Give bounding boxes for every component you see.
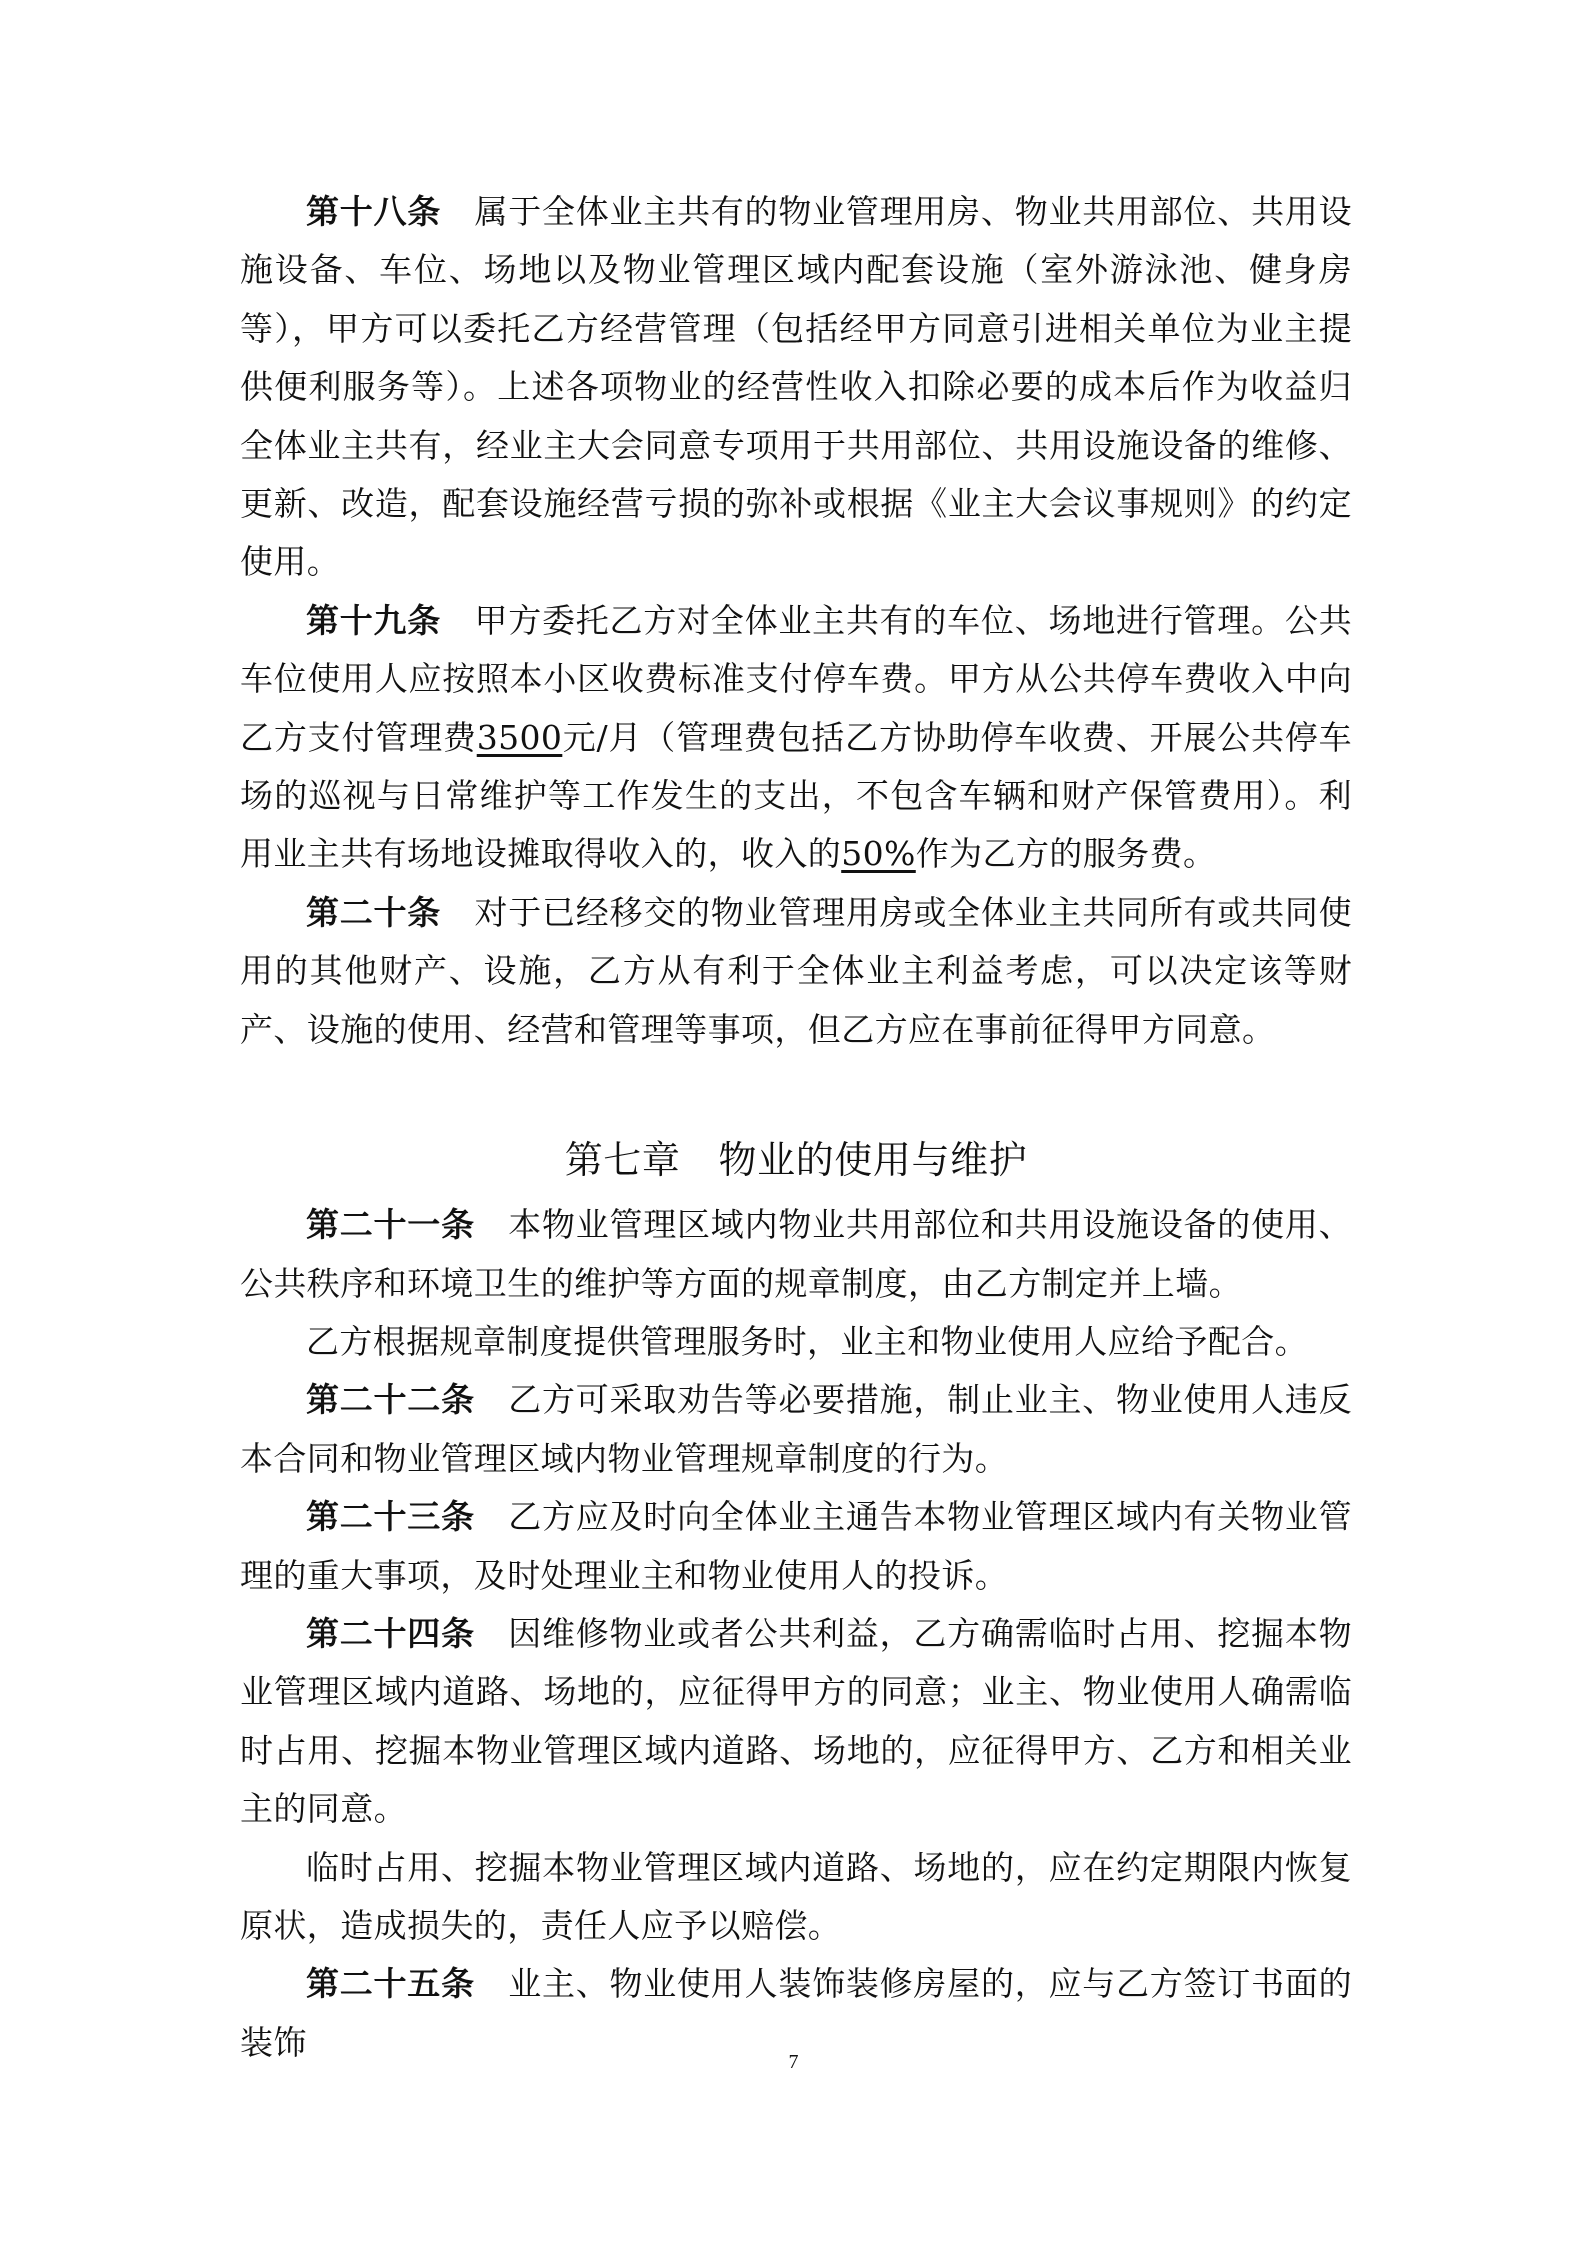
article-label: 第二十五条 xyxy=(306,1964,475,2004)
article-label: 第十九条 xyxy=(306,600,442,640)
article-text: 临时占用、挖掘本物业管理区域内道路、场地的，应在约定期限内恢复原状，造成损失的，责任人应予以赔偿。 xyxy=(240,1847,1352,1945)
article-text: 业主、物业使用人装饰装修房屋的，应与乙方签订书面的装饰 xyxy=(240,1964,1353,2062)
article-text: 乙方应及时向全体业主通告本物业管理区域内有关物业管理的重大事项，及时处理业主和物业使用人的投诉。 xyxy=(240,1497,1353,1595)
chapter-number: 第七章 xyxy=(564,1138,681,1183)
article-label: 第二十条 xyxy=(306,892,442,932)
articles-after-chapter xyxy=(240,1196,1352,2072)
article-paragraph xyxy=(240,1605,1352,1839)
article-text: 作为乙方的服务费。 xyxy=(915,834,1217,874)
article-label: 第二十三条 xyxy=(306,1497,475,1537)
article-text: 属于全体业主共有的物业管理用房、物业共用部位、共用设施设备、车位、场地以及物业管理区域内配套设施（室外游泳池、健身房等），甲方可以委托乙方经营管理（包括经甲方同意引进相关单位为业主提供便利服务等）。上述各项物业的经营性收入扣除必要的成本后作为收益归全体业主共有，经业主大会同意专项用于共用部位、共用设施设备的维修、更新、改造，配套设施经营亏损的弥补或根据《业主大会议事规则》的约定使用。 xyxy=(240,192,1352,582)
article-paragraph xyxy=(240,1488,1352,1605)
article-text: 本物业管理区域内物业共用部位和共用设施设备的使用、公共秩序和环境卫生的维护等方面的规章制度，由乙方制定并上墙。 xyxy=(240,1205,1353,1303)
underlined-value: 3500 xyxy=(476,717,563,757)
article-label: 第二十一条 xyxy=(306,1205,475,1245)
article-paragraph xyxy=(240,1839,1352,1956)
article-paragraph xyxy=(240,592,1352,884)
article-text: 元/月（管理费包括乙方协助停车收费、开展公共停车场的巡视与日常维护等工作发生的支出，不包含车辆和财产保管费用）。利用业主共有场地设摊取得收入的，收入的 xyxy=(240,717,1352,874)
page-number: 7 xyxy=(788,2051,799,2073)
article-label: 第二十四条 xyxy=(306,1613,475,1653)
article-paragraph xyxy=(240,183,1352,592)
article-label: 第二十二条 xyxy=(306,1380,475,1420)
articles-before-chapter xyxy=(240,183,1352,1059)
article-text: 乙方可采取劝告等必要措施，制止业主、物业使用人违反本合同和物业管理区域内物业管理规章制度的行为。 xyxy=(240,1380,1353,1478)
article-paragraph xyxy=(240,1371,1352,1488)
article-text: 对于已经移交的物业管理用房或全体业主共同所有或共同使用的其他财产、设施，乙方从有利于全体业主利益考虑，可以决定该等财产、设施的使用、经营和管理等事项，但乙方应在事前征得甲方同意。 xyxy=(240,892,1352,1049)
underlined-value: 50% xyxy=(841,834,916,874)
article-text: 乙方根据规章制度提供管理服务时，业主和物业使用人应给予配合。 xyxy=(306,1321,1308,1361)
article-paragraph xyxy=(240,1313,1352,1371)
article-paragraph xyxy=(240,884,1352,1059)
article-paragraph xyxy=(240,1196,1352,1313)
article-text: 因维修物业或者公共利益，乙方确需临时占用、挖掘本物业管理区域内道路、场地的，应征得甲方的同意；业主、物业使用人确需临时占用、挖掘本物业管理区域内道路、场地的，应征得甲方、乙方和相关业主的同意。 xyxy=(240,1613,1353,1829)
article-label: 第十八条 xyxy=(306,192,442,231)
chapter-heading xyxy=(240,1130,1352,1190)
article-text: 甲方委托乙方对全体业主共有的车位、场地进行管理。公共车位使用人应按照本小区收费标准支付停车费。甲方从公共停车费收入中向乙方支付管理费 xyxy=(240,600,1352,757)
chapter-title: 物业的使用与维护 xyxy=(718,1138,1028,1183)
page-body xyxy=(240,183,1352,2072)
